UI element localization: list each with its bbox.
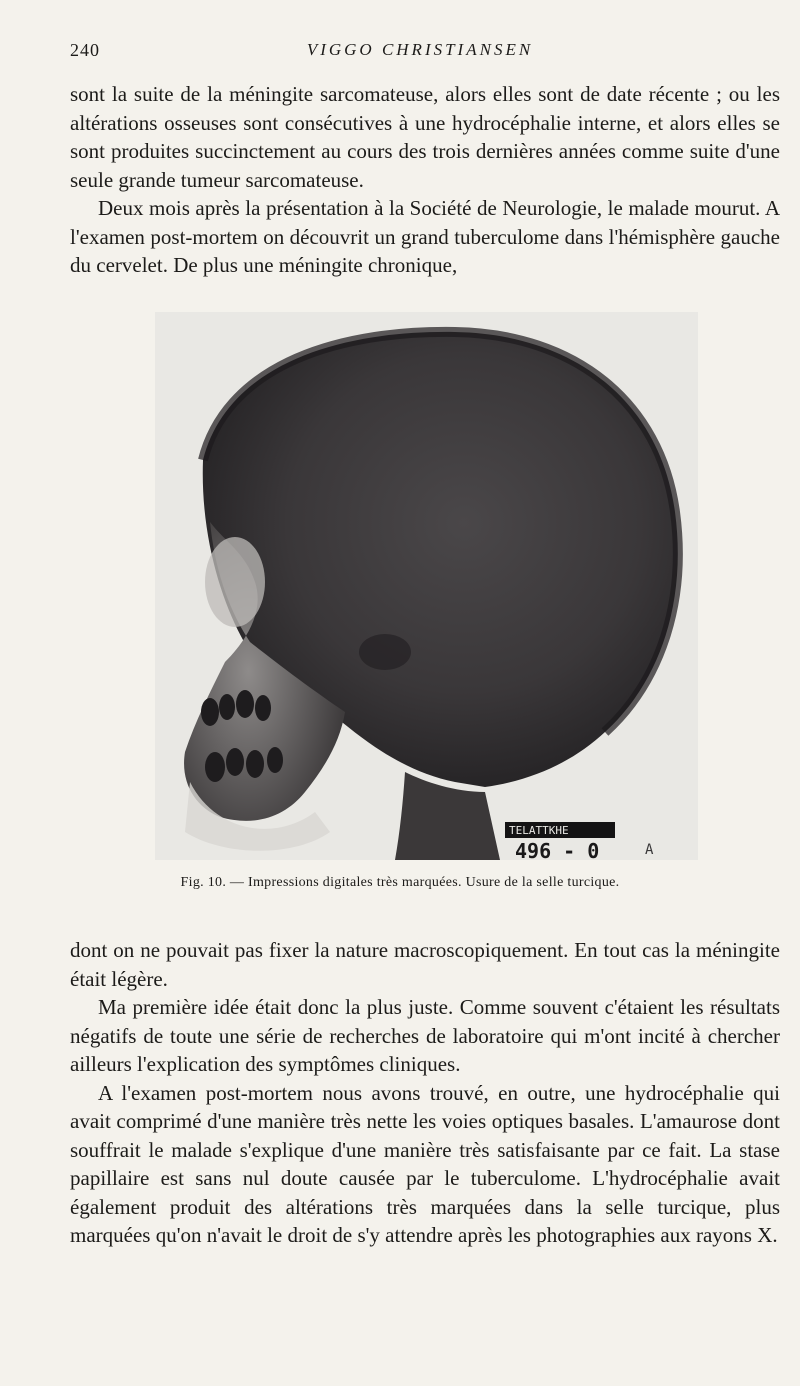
paragraph: dont on ne pouvait pas fixer la nature macroscopiquement. En tout cas la méningite était légère. [70,938,780,991]
text-block-bottom [70,936,780,1250]
page-header [70,40,770,66]
paragraph: A l'examen post-mortem nous avons trouvé, en outre, une hydrocéphalie qui avait comprimé d'une manière très nette les voies optiques basales. L'amaurose dont souffrait le malade s'explique d'une manière très satisfaisante par ce fait. La stase papillaire est sans nul doute causée par le tuberculome. L'hydrocéphalie avait également produit des altérations très marquées dans la selle turcique, plus marquées qu'on n'avait le droit de s'y attendre après les photographies aux rayons X. [70,1080,780,1247]
paragraph: sont la suite de la méningite sarcomateuse, alors elles sont de date récente ; ou les altérations osseuses sont consécutives à une hydrocéphalie interne, et alors elles se sont produites succinctement au cours des trois dernières années comme suite d'une seule grande tumeur sarcomateuse. [70,82,780,192]
figure-caption: Fig. 10. — Impressions digitales très marquées. Usure de la selle turcique. [180,875,620,890]
text-block-top [70,80,780,280]
plate-label-letter: A [645,842,654,858]
page-number: 240 [70,40,100,60]
paragraph: Deux mois après la présentation à la Société de Neurologie, le malade mourut. A l'examen post-mortem on découvrit un grand tuberculome dans l'hémisphère gauche du cervelet. De plus une méningite chronique, [70,196,780,277]
plate-label-number: 496 - 0 [515,839,600,860]
orbit-area [205,537,265,627]
plate-label-top: TELATTKHE [509,824,569,837]
sella-turcica [359,634,411,670]
skull-xray-image [155,312,698,860]
xray-figure [155,312,698,860]
paragraph: Ma première idée était donc la plus juste. Comme souvent c'étaient les résultats négatifs de toute une série de recherches de laboratoire qui m'ont incité à chercher ailleurs l'explication des symptômes cliniques. [70,995,780,1076]
running-head: VIGGO CHRISTIANSEN [306,40,534,59]
